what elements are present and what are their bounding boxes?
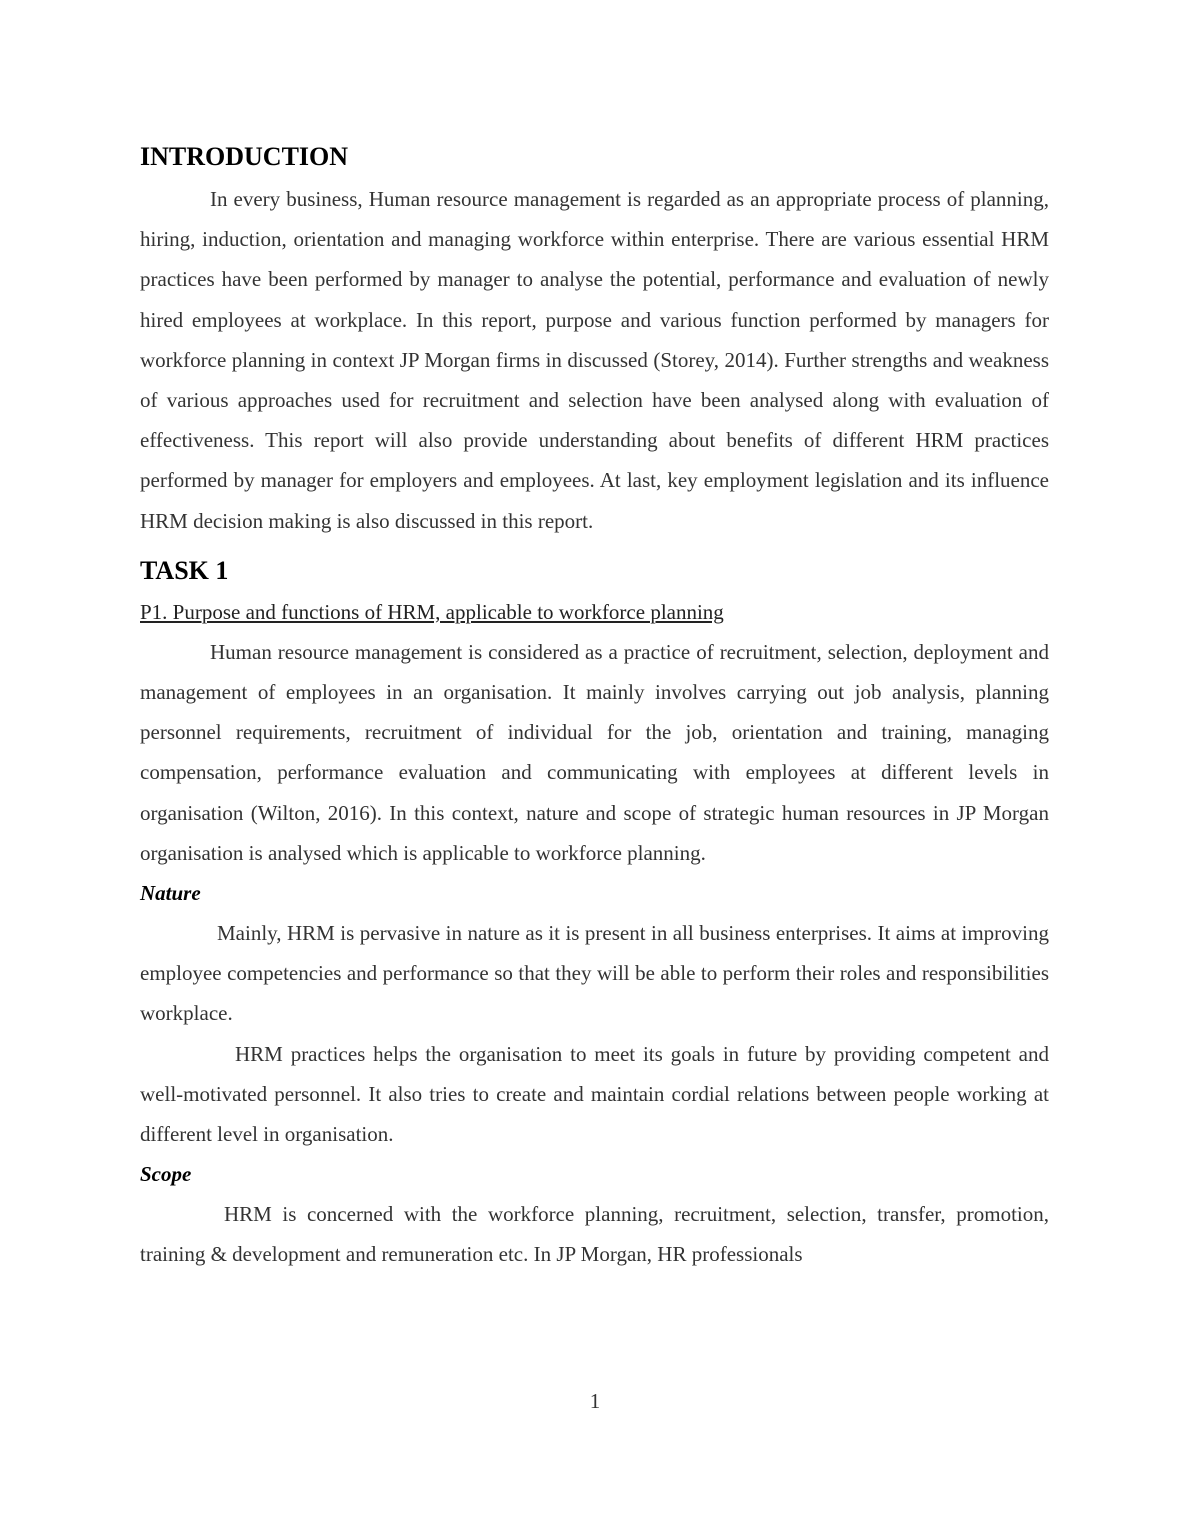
task1-subheading: P1. Purpose and functions of HRM, applicable to workforce planning [140, 599, 724, 624]
scope-paragraph: HRM is concerned with the workforce planning, recruitment, selection, transfer, promotion, training & development and remuneration etc. In JP Morgan, HR professionals [140, 1202, 1049, 1267]
nature-paragraph-1: Mainly, HRM is pervasive in nature as it is present in all business enterprises. It aims at improving employee competencies and performance so that they will be able to perform their roles and responsibilities workplace. [140, 921, 1049, 1026]
introduction-heading: INTRODUCTION [140, 142, 349, 171]
nature-heading: Nature [140, 881, 201, 906]
nature-paragraph-2: HRM practices helps the organisation to meet its goals in future by providing competent and well-motivated personnel. It also tries to create and maintain cordial relations between people working at different level in organisation. [140, 1041, 1049, 1147]
page-number: 1 [589, 1389, 601, 1413]
task1-heading: TASK 1 [140, 555, 229, 585]
introduction-paragraph: In every business, Human resource management is regarded as an appropriate process of planning, hiring, induction, orientation and managing workforce within enterprise. There are various essential HRM practices have been performed by manager to analyse the potential, performance and evaluation of newly hired employees at workplace. In this report, purpose and various function performed by managers for workforce planning in context JP Morgan firms in discussed (Storey, 2014). Further strengths and weakness of various approaches used for recruitment and selection have been analysed along with evaluation of effectiveness. This report will also provide understanding about benefits of different HRM practices performed by manager for employers and employees. At last, key employment legislation and its influence HRM decision making is also discussed in this report. [140, 187, 1049, 533]
task1-paragraph: Human resource management is considered as a practice of recruitment, selection, deployment and management of employees in an organisation. It mainly involves carrying out job analysis, planning personnel requirements, recruitment of individual for the job, orientation and training, managing compensation, performance evaluation and communicating with employees at different levels in organisation (Wilton, 2016). In this context, nature and scope of strategic human resources in JP Morgan organisation is analysed which is applicable to workforce planning. [140, 639, 1049, 865]
document-page [140, 139, 1049, 1275]
scope-heading: Scope [140, 1162, 192, 1187]
